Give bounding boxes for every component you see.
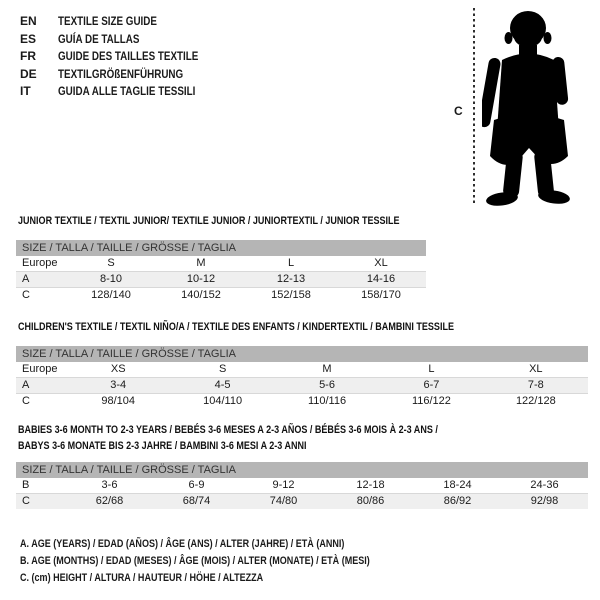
size-cell: 3-6: [101, 479, 118, 491]
language-row: [20, 13, 229, 31]
row-label: C: [22, 495, 30, 507]
table-row: [16, 478, 588, 493]
size-header-bar: SIZE / TALLA / TAILLE / GRÖSSE / TAGLIA: [16, 462, 588, 478]
size-cell: 7-8: [527, 379, 544, 391]
height-measure-label: C: [454, 104, 463, 118]
row-label: Europe: [22, 257, 58, 269]
size-cell: 14-16: [366, 273, 396, 285]
row-label: Europe: [22, 363, 58, 375]
height-measure-dashed-line-icon: [473, 8, 475, 206]
babies-table: [16, 462, 588, 509]
size-cell: 9-12: [272, 479, 295, 491]
size-cell: S: [107, 257, 115, 269]
language-code: IT: [20, 84, 31, 98]
size-cell: 6-9: [188, 479, 205, 491]
language-row: [20, 66, 229, 84]
size-cell: 12-18: [356, 479, 385, 491]
size-cell: 80/86: [356, 495, 385, 507]
language-row: [20, 83, 229, 101]
size-cell: XL: [529, 363, 543, 375]
table-row: [16, 393, 588, 409]
size-cell: 122/128: [515, 395, 556, 407]
row-label: C: [22, 395, 30, 407]
junior-table: [16, 240, 426, 303]
language-code: FR: [20, 49, 36, 63]
size-cell: L: [428, 363, 435, 375]
size-cell: 128/140: [91, 289, 131, 301]
table-row: [16, 493, 588, 509]
size-cell: 104/110: [203, 395, 243, 407]
size-cell: 24-36: [530, 479, 559, 491]
size-cell: 6-7: [423, 379, 440, 391]
row-label: B: [22, 479, 30, 491]
footnotes: [20, 536, 447, 587]
language-code: DE: [20, 66, 37, 81]
table-row: [16, 287, 426, 303]
size-cell: L: [287, 257, 295, 269]
size-cell: M: [322, 363, 332, 375]
size-cell: XS: [110, 363, 126, 375]
table-row: [16, 271, 426, 287]
footnote-line: A. AGE (YEARS) / EDAD (AÑOS) / ÂGE (ANS) / ALTER (JAHRE) / ETÀ (ANNI): [20, 538, 345, 550]
size-cell: XL: [374, 257, 388, 269]
language-title: GUIDE DES TAILLES TEXTILE: [58, 49, 199, 63]
size-header-bar: SIZE / TALLA / TAILLE / GRÖSSE / TAGLIA: [16, 240, 426, 256]
language-title: GUÍA DE TALLAS: [58, 31, 140, 46]
size-cell: 110/116: [307, 395, 347, 407]
children-table-title: CHILDREN'S TEXTILE / TEXTIL NIÑO/A / TEXTILE DES ENFANTS / KINDERTEXTIL / BAMBINI TESSILE: [18, 321, 454, 333]
size-cell: 5-6: [319, 379, 335, 391]
baby-silhouette-icon: [482, 8, 580, 208]
size-cell: 116/122: [411, 395, 451, 407]
junior-table-title: JUNIOR TEXTILE / TEXTIL JUNIOR/ TEXTILE JUNIOR / JUNIORTEXTIL / JUNIOR TESSILE: [18, 215, 400, 227]
row-label: A: [22, 379, 30, 391]
language-title: GUIDA ALLE TAGLIE TESSILI: [58, 84, 196, 98]
size-cell: 62/68: [95, 495, 124, 507]
size-cell: 4-5: [214, 379, 231, 391]
size-cell: 140/152: [181, 289, 221, 301]
language-code: EN: [20, 14, 37, 28]
babies-table-title: BABIES 3-6 MONTH TO 2-3 YEARS / BEBÉS 3-6 MESES A 2-3 AÑOS / BÉBÉS 3-6 MOIS À 2-3 ANS / BABYS 3-6 MONATE BIS 2-3 JAHRE / BAMBINI 3-6 MESI A 2-3 ANNI: [18, 424, 438, 452]
size-cell: 12-13: [276, 273, 306, 285]
size-cell: 8-10: [99, 273, 123, 285]
language-row: [20, 48, 229, 66]
size-cell: 98/104: [101, 395, 136, 407]
language-code: ES: [20, 31, 37, 46]
footnote-line: B. AGE (MONTHS) / EDAD (MESES) / ÂGE (MOIS) / ALTER (MONATE) / ETÀ (MESI): [20, 555, 370, 567]
size-cell: 18-24: [443, 479, 472, 491]
row-label: C: [22, 289, 30, 301]
size-header-bar: SIZE / TALLA / TAILLE / GRÖSSE / TAGLIA: [16, 346, 588, 362]
size-cell: 74/80: [269, 495, 298, 507]
size-cell: 3-4: [110, 379, 127, 391]
footnote-line: C. (cm) HEIGHT / ALTURA / HAUTEUR / HÖHE / ALTEZZA: [20, 572, 264, 584]
table-row: [16, 362, 588, 377]
row-label: A: [22, 273, 30, 285]
size-cell: 68/74: [182, 495, 211, 507]
language-title: TEXTILGRÖßENFÜHRUNG: [58, 66, 184, 81]
size-cell: S: [218, 363, 227, 375]
size-cell: 152/158: [271, 289, 311, 301]
size-cell: 86/92: [443, 495, 472, 507]
size-cell: 158/170: [361, 289, 401, 301]
size-cell: 92/98: [530, 495, 559, 507]
language-title: TEXTILE SIZE GUIDE: [58, 14, 157, 28]
table-row: [16, 377, 588, 393]
children-table: [16, 346, 588, 409]
size-cell: M: [196, 257, 206, 269]
language-list: [20, 13, 229, 101]
language-row: [20, 31, 229, 49]
size-cell: 10-12: [186, 273, 216, 285]
table-row: [16, 256, 426, 271]
